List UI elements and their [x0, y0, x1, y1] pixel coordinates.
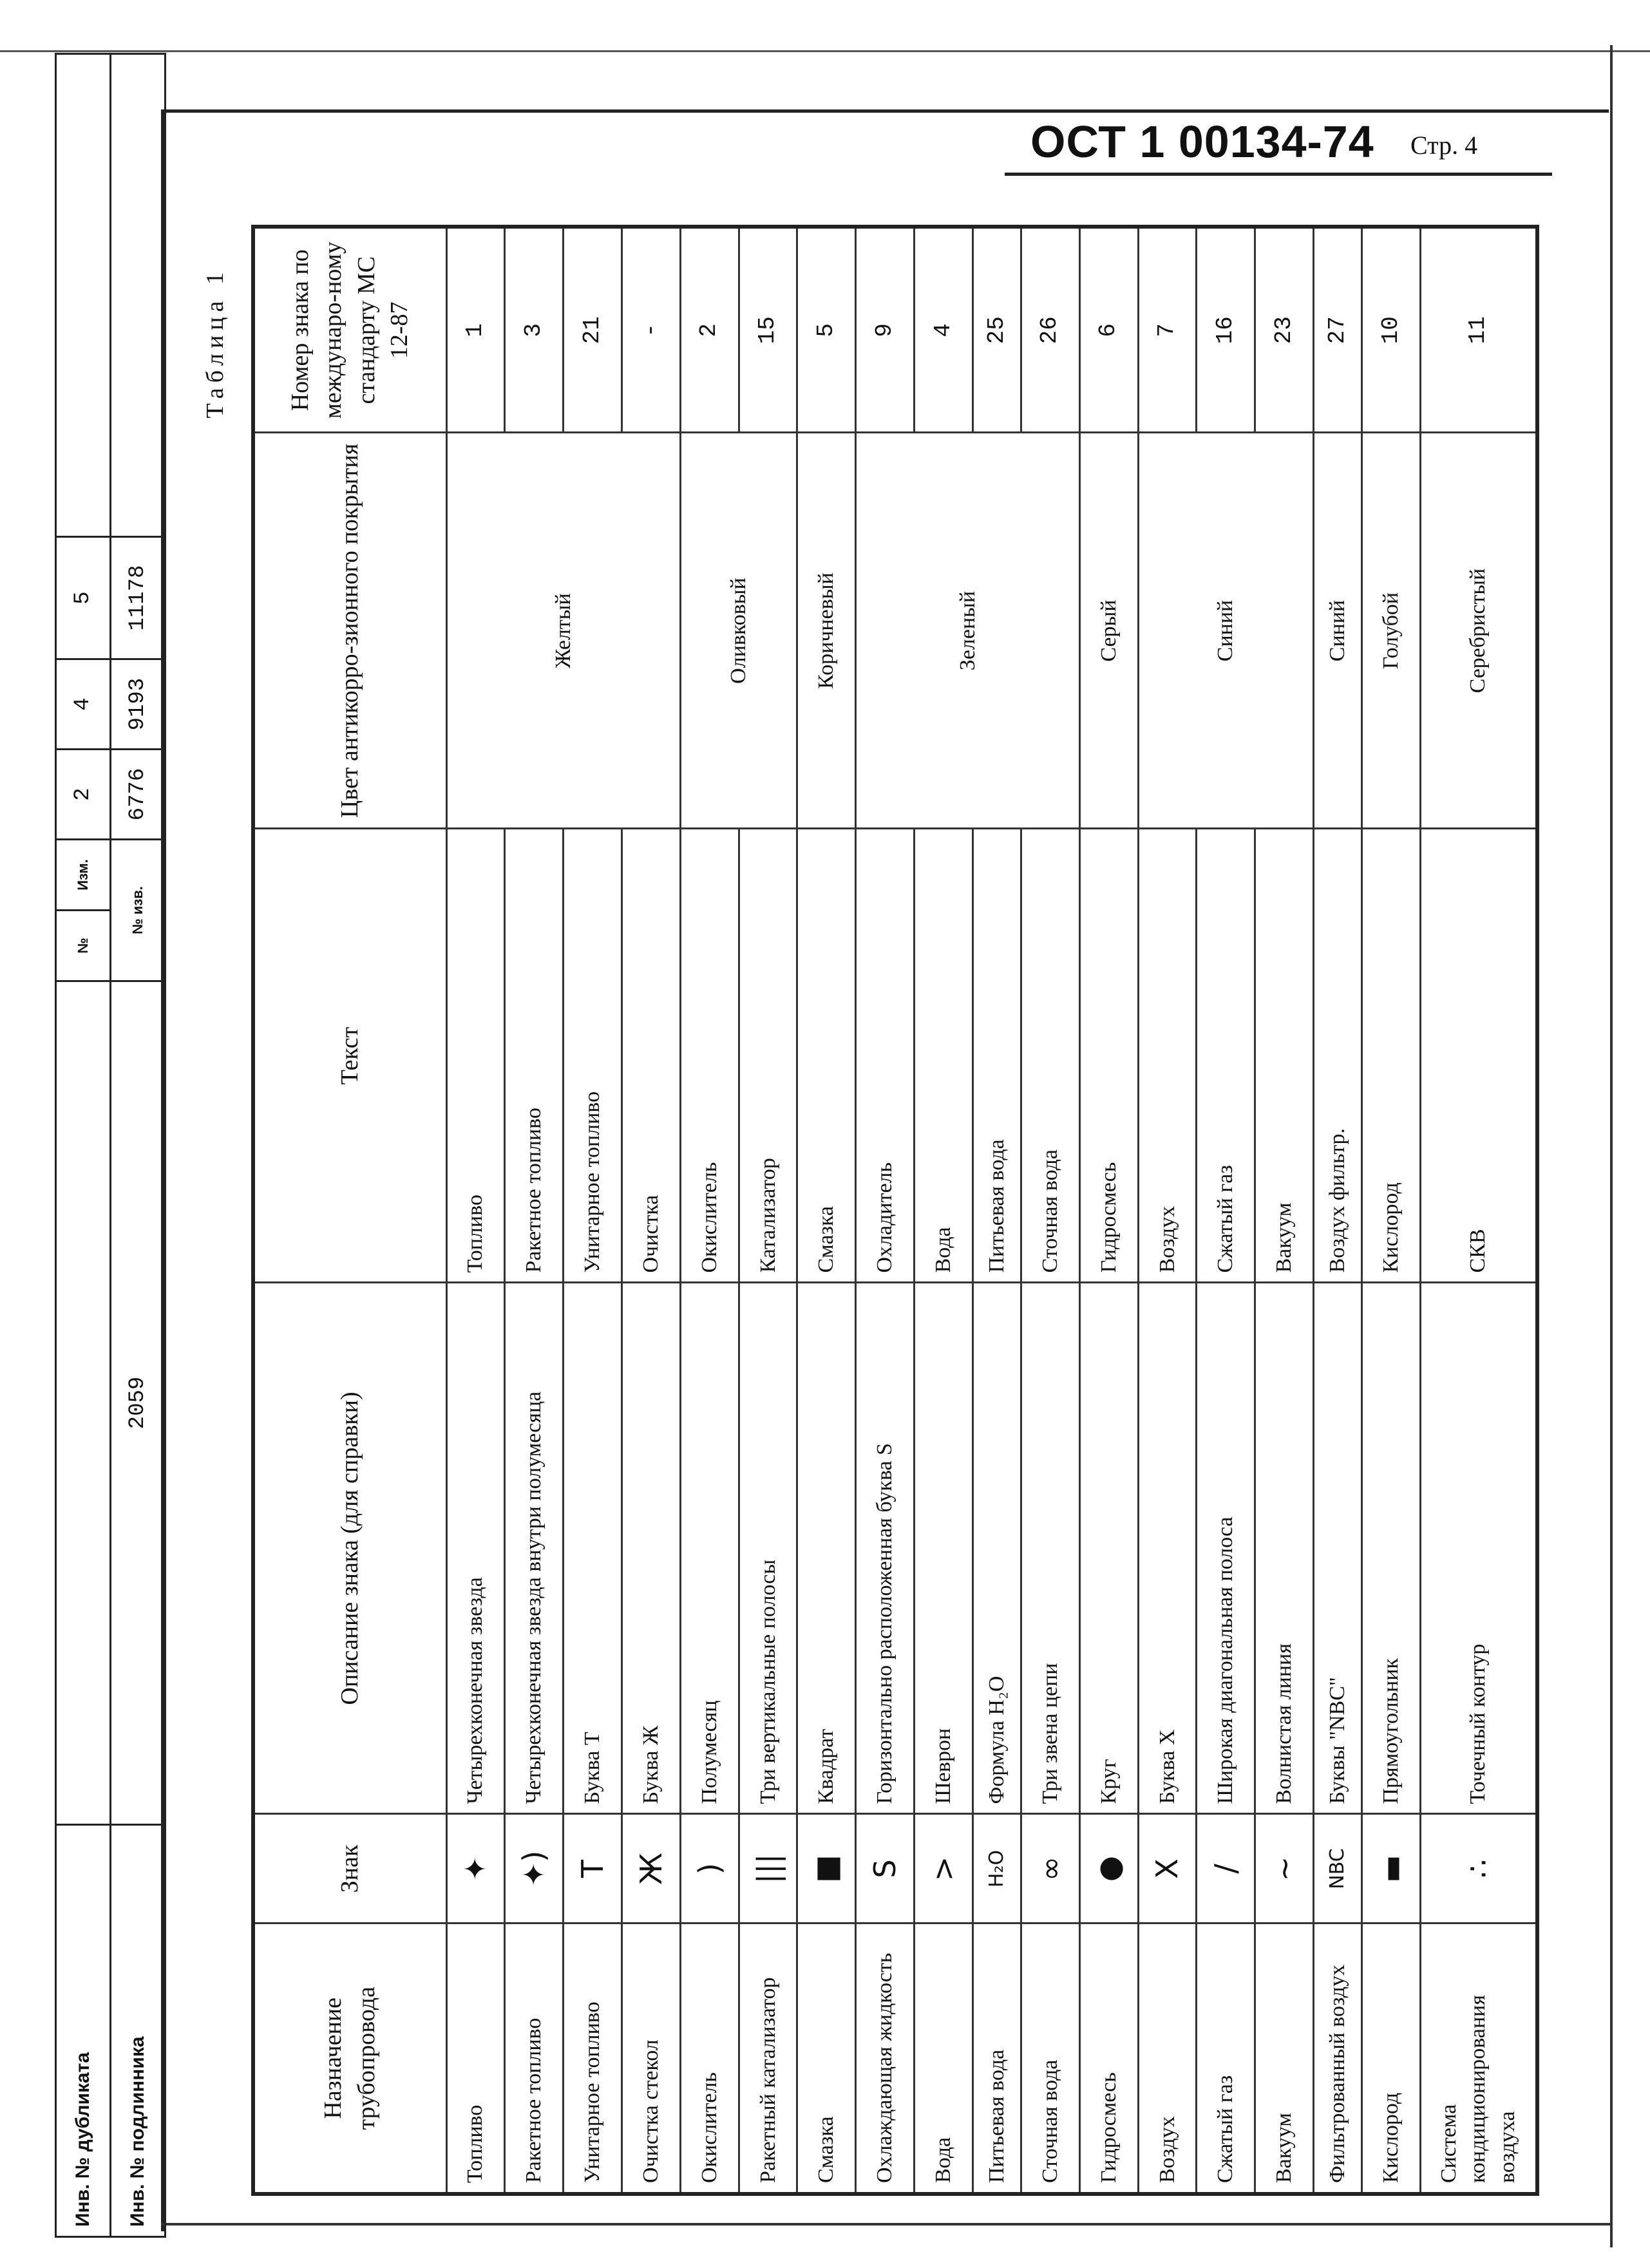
color-cell: Зеленый — [856, 433, 1079, 829]
header-underline — [1005, 173, 1552, 176]
row-text: Ракетное топливо — [505, 829, 564, 1283]
row-purpose: Фильтрованный воздух — [1314, 1923, 1362, 2194]
row-purpose: Система кондиционирования воздуха — [1420, 1923, 1537, 2194]
row-sign-icon: ■ — [797, 1814, 856, 1923]
row-number: - — [621, 227, 680, 433]
row-text: Вакуум — [1255, 829, 1314, 1283]
dup-inventory-label: Инв. № дубликата — [56, 1825, 111, 2237]
izm-col-3: 5 — [56, 537, 111, 659]
row-sign-icon: > — [915, 1814, 973, 1923]
row-purpose: Гидросмесь — [1079, 1923, 1138, 2194]
row-purpose: Вода — [915, 1923, 973, 2194]
row-sign-icon: ● — [1079, 1814, 1138, 1923]
row-purpose: Смазка — [797, 1923, 856, 2194]
row-number: 15 — [739, 227, 797, 433]
row-description: Широкая диагональная полоса — [1197, 1283, 1255, 1814]
color-cell: Коричневый — [797, 433, 856, 829]
row-text: Питьевая вода — [972, 829, 1021, 1283]
row-number: 21 — [564, 227, 622, 433]
dup-inventory-value — [56, 981, 111, 1825]
row-number: 4 — [915, 227, 973, 433]
row-sign-icon: ∴ — [1420, 1814, 1537, 1923]
row-description: Три вертикальные полосы — [739, 1283, 797, 1814]
right-border-line — [1610, 45, 1613, 2247]
row-sign-icon: X — [1138, 1814, 1197, 1923]
izm-empty — [56, 54, 111, 537]
row-sign-icon: ~ — [1255, 1814, 1314, 1923]
header-text: Текст — [253, 829, 446, 1283]
row-text: Окислитель — [680, 829, 739, 1283]
header-number: Номер знака по междунаро-ному стандарту МС 12-87 — [253, 227, 446, 433]
row-description: Формула H₂O — [972, 1283, 1021, 1814]
row-text: Смазка — [797, 829, 856, 1283]
rotated-table-container — [202, 229, 1539, 2196]
row-sign-icon: ) — [680, 1814, 739, 1923]
row-number: 16 — [1197, 227, 1255, 433]
izm-prefix: № — [56, 911, 111, 981]
row-sign-icon: / — [1197, 1814, 1255, 1923]
row-text: Воздух — [1138, 829, 1197, 1283]
row-description: Буква Т — [564, 1283, 622, 1814]
row-purpose: Ракетный катализатор — [739, 1923, 797, 2194]
orig-inventory-value: 2059 — [111, 981, 166, 1825]
row-sign-icon: S — [856, 1814, 915, 1923]
izm-col-1: 2 — [56, 750, 111, 840]
row-purpose: Вакуум — [1255, 1923, 1314, 2194]
header-purpose: Назначение трубопровода — [253, 1923, 446, 2194]
row-sign-icon: ∞ — [1021, 1814, 1079, 1923]
row-sign-icon: ✦) — [505, 1814, 564, 1923]
row-text: Топливо — [446, 829, 505, 1283]
row-description: Шеврон — [915, 1283, 973, 1814]
row-text: Вода — [915, 829, 973, 1283]
document-code: ОСТ 1 00134-74 — [1030, 117, 1374, 167]
row-description: Круг — [1079, 1283, 1138, 1814]
row-description: Волнистая линия — [1255, 1283, 1314, 1814]
row-number: 10 — [1361, 227, 1420, 433]
row-number: 2 — [680, 227, 739, 433]
revision-stamp — [55, 55, 161, 2238]
row-description: Три звена цепи — [1021, 1283, 1079, 1814]
izv-value-1: 6776 — [111, 750, 166, 840]
row-description: Полумесяц — [680, 1283, 739, 1814]
row-purpose: Охлаждающая жидкость — [856, 1923, 915, 2194]
row-description: Четырехконечная звезда — [446, 1283, 505, 1814]
row-purpose: Кислород — [1361, 1923, 1420, 2194]
izm-col-2: 4 — [56, 659, 111, 750]
row-description: Буква X — [1138, 1283, 1197, 1814]
row-description: Буква Ж — [621, 1283, 680, 1814]
row-description: Буквы "NBC" — [1314, 1283, 1362, 1814]
orig-inventory-label: Инв. № подлинника — [111, 1825, 166, 2237]
row-sign-icon: NBC — [1314, 1814, 1362, 1923]
row-sign-icon: H₂O — [972, 1814, 1021, 1923]
row-number: 25 — [972, 227, 1021, 433]
row-number: 11 — [1420, 227, 1537, 433]
row-text: Кислород — [1361, 829, 1420, 1283]
row-number: 1 — [446, 227, 505, 433]
row-purpose: Ракетное топливо — [505, 1923, 564, 2194]
header-description: Описание знака (для справки) — [253, 1283, 446, 1814]
izv-empty — [111, 54, 166, 537]
row-purpose: Сточная вода — [1021, 1923, 1079, 2194]
row-purpose: Питьевая вода — [972, 1923, 1021, 2194]
row-text: СКВ — [1420, 829, 1537, 1283]
izv-value-2: 9193 — [111, 659, 166, 750]
row-sign-icon: Т — [564, 1814, 622, 1923]
pipeline-marking-table — [251, 225, 1539, 2196]
row-description: Точечный контур — [1420, 1283, 1537, 1814]
row-description: Четырехконечная звезда внутри полумесяца — [505, 1283, 564, 1814]
row-sign-icon: ✦ — [446, 1814, 505, 1923]
row-number: 5 — [797, 227, 856, 433]
row-text: Сжатый газ — [1197, 829, 1255, 1283]
row-purpose: Сжатый газ — [1197, 1923, 1255, 2194]
izv-label: № изв. — [111, 840, 166, 981]
row-description: Квадрат — [797, 1283, 856, 1814]
row-purpose: Окислитель — [680, 1923, 739, 2194]
row-sign-icon: Ж — [621, 1814, 680, 1923]
color-cell: Синий — [1314, 433, 1362, 829]
color-cell: Серый — [1079, 433, 1138, 829]
color-cell: Синий — [1138, 433, 1313, 829]
row-purpose: Воздух — [1138, 1923, 1197, 2194]
revision-stamp-table — [55, 53, 166, 2238]
row-text: Сточная вода — [1021, 829, 1079, 1283]
row-number: 27 — [1314, 227, 1362, 433]
row-sign-icon: ▬ — [1361, 1814, 1420, 1923]
row-text: Воздух фильтр. — [1314, 829, 1362, 1283]
row-purpose: Топливо — [446, 1923, 505, 2194]
izm-label: Изм. — [56, 840, 111, 911]
color-cell: Оливковый — [680, 433, 797, 829]
page-number: Стр. 4 — [1410, 131, 1478, 160]
row-number: 7 — [1138, 227, 1197, 433]
row-number: 9 — [856, 227, 915, 433]
row-text: Гидросмесь — [1079, 829, 1138, 1283]
row-text: Охладитель — [856, 829, 915, 1283]
row-text: Катализатор — [739, 829, 797, 1283]
bottom-border-line — [161, 2223, 1610, 2225]
header-color: Цвет антикорро-зионного покрытия — [253, 433, 446, 829]
row-purpose: Очистка стекол — [621, 1923, 680, 2194]
izv-value-3: 11178 — [111, 537, 166, 659]
color-cell: Желтый — [446, 433, 680, 829]
row-text: Унитарное топливо — [564, 829, 622, 1283]
color-cell: Голубой — [1361, 433, 1420, 829]
row-number: 3 — [505, 227, 564, 433]
row-number: 23 — [1255, 227, 1314, 433]
row-description: Горизонтально расположенная буква S — [856, 1283, 915, 1814]
row-purpose: Унитарное топливо — [564, 1923, 622, 2194]
row-number: 6 — [1079, 227, 1138, 433]
row-text: Очистка — [621, 829, 680, 1283]
row-number: 26 — [1021, 227, 1079, 433]
color-cell: Серебристый — [1420, 433, 1537, 829]
top-border-line — [0, 50, 1650, 52]
table-caption: Таблица 1 — [202, 267, 229, 419]
row-sign-icon: ||| — [739, 1814, 797, 1923]
header-sign: Знак — [253, 1814, 446, 1923]
row-description: Прямоугольник — [1361, 1283, 1420, 1814]
